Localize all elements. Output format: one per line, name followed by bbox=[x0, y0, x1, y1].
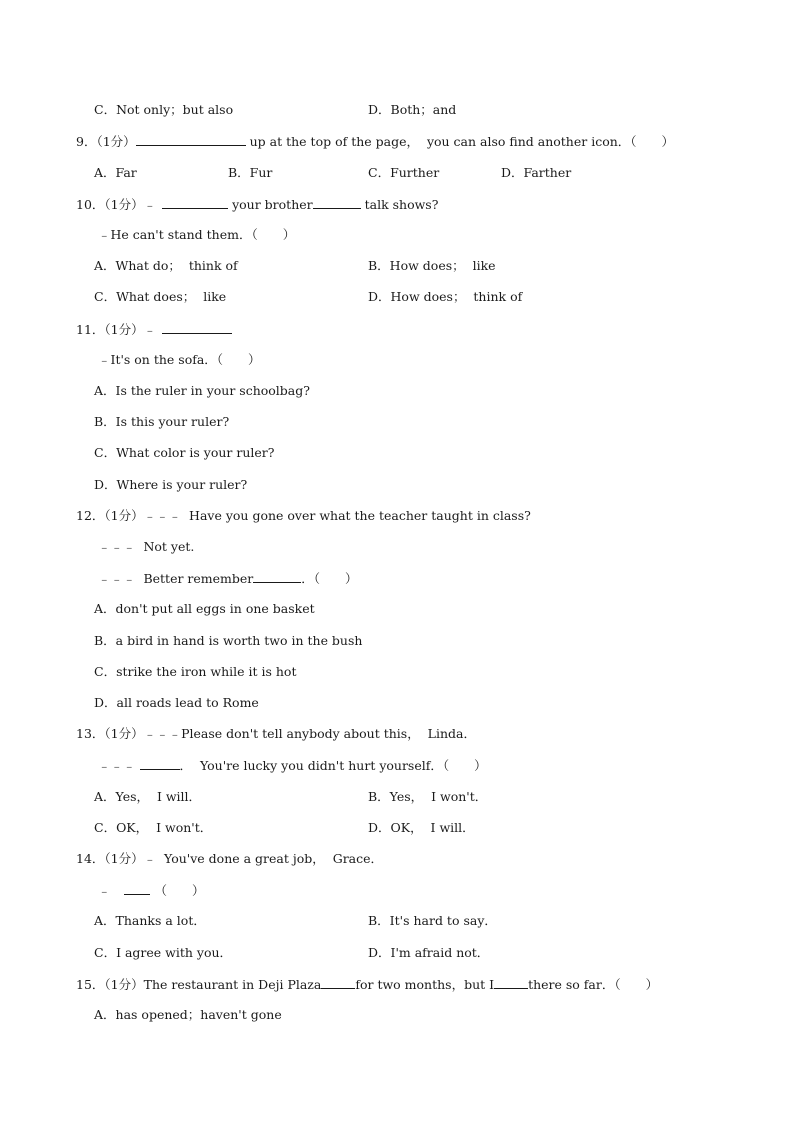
q10-option-a[interactable]: A．What do； think of bbox=[94, 258, 238, 273]
q11-stem bbox=[76, 321, 232, 338]
q15-stem bbox=[76, 976, 658, 993]
q10-option-d[interactable]: D．How does； think of bbox=[368, 289, 523, 304]
q12-option-d[interactable]: D．all roads lead to Rome bbox=[94, 695, 259, 710]
q14-line-2-dash: ﹣ bbox=[98, 883, 119, 898]
q14-option-d[interactable]: D．I'm afraid not． bbox=[368, 945, 490, 960]
q11-option-a[interactable]: A．Is the ruler in your schoolbag? bbox=[94, 383, 310, 398]
q11-option-c[interactable]: C．What color is your ruler? bbox=[94, 445, 275, 460]
q12-option-b[interactable]: B．a bird in hand is worth two in the bush bbox=[94, 633, 363, 648]
q15-option-a[interactable]: A．has opened；haven't gone bbox=[94, 1007, 282, 1022]
q15-text-b: for two months，but I bbox=[355, 977, 495, 992]
q14-line-2 bbox=[98, 882, 204, 899]
q10-blank-2 bbox=[313, 196, 361, 209]
q9-stem bbox=[76, 133, 674, 150]
q12-option-c[interactable]: C．strike the iron while it is hot bbox=[94, 664, 297, 679]
q9-option-c[interactable]: C．Further bbox=[368, 165, 440, 180]
q10-number: 10．（1分）﹣ bbox=[76, 197, 157, 212]
q13-option-b[interactable]: B．Yes， I won't． bbox=[368, 789, 488, 804]
q12-blank bbox=[253, 570, 301, 583]
q10-reply: ﹣He can't stand them．（ ） bbox=[98, 227, 296, 242]
q9-option-d[interactable]: D．Farther bbox=[501, 165, 572, 180]
q14-option-b[interactable]: B．It's hard to say． bbox=[368, 913, 497, 928]
q14-option-a[interactable]: A．Thanks a lot． bbox=[94, 913, 206, 928]
q11-option-d[interactable]: D．Where is your ruler? bbox=[94, 477, 248, 492]
q13-option-c[interactable]: C．OK， I won't． bbox=[94, 820, 213, 835]
q13-option-a[interactable]: A．Yes， I will． bbox=[94, 789, 202, 804]
q13-line-2-dashes: ﹣﹣﹣ bbox=[98, 758, 136, 773]
q12-stem: 12．（1分）﹣﹣﹣ Have you gone over what the teacher taught in class? bbox=[76, 508, 531, 523]
q12-option-a[interactable]: A．don't put all eggs in one basket bbox=[94, 601, 315, 616]
q13-line-2-text: ． You're lucky you didn't hurt yourself．（ ） bbox=[179, 758, 487, 773]
q9-number: 9．（1分） bbox=[76, 134, 136, 149]
q9-option-a[interactable]: A．Far bbox=[94, 165, 137, 180]
q8-option-c[interactable]: C．Not only；but also bbox=[94, 102, 234, 117]
q11-number: 11．（1分）﹣ bbox=[76, 322, 157, 337]
q15-blank-2 bbox=[494, 976, 528, 989]
q10-option-c[interactable]: C．What does； like bbox=[94, 289, 227, 304]
q10-stem bbox=[76, 196, 438, 213]
q11-reply: ﹣It's on the sofa．（ ） bbox=[98, 352, 261, 367]
q10-option-b[interactable]: B．How does； like bbox=[368, 258, 496, 273]
q9-option-b[interactable]: B．Fur bbox=[228, 165, 273, 180]
q9-blank bbox=[136, 133, 246, 146]
q10-text-mid: your brother bbox=[228, 197, 313, 212]
q14-blank bbox=[124, 882, 150, 895]
q8-option-d[interactable]: D．Both；and bbox=[368, 102, 457, 117]
q12-line-3-text: ﹣﹣﹣ Better remember bbox=[98, 571, 254, 586]
q13-blank bbox=[140, 757, 180, 770]
q10-blank-1 bbox=[162, 196, 228, 209]
q15-text-a: 15．（1分）The restaurant in Deji Plaza bbox=[76, 977, 322, 992]
q15-blank-1 bbox=[321, 976, 355, 989]
q13-line-2 bbox=[98, 757, 487, 774]
q13-stem: 13．（1分）﹣﹣﹣Please don't tell anybody about this， Linda． bbox=[76, 726, 476, 741]
q10-text-end: talk shows? bbox=[360, 197, 439, 212]
q11-blank bbox=[162, 321, 232, 334]
q13-option-d[interactable]: D．OK， I will． bbox=[368, 820, 475, 835]
q14-option-c[interactable]: C．I agree with you． bbox=[94, 945, 233, 960]
q11-option-b[interactable]: B．Is this your ruler? bbox=[94, 414, 230, 429]
q14-line-2-end: （ ） bbox=[154, 883, 205, 898]
q14-stem: 14．（1分）﹣ You've done a great job， Grace． bbox=[76, 851, 384, 866]
q12-line-3-end: ．（ ） bbox=[301, 571, 358, 586]
q12-line-3 bbox=[98, 570, 358, 587]
q12-line-2: ﹣﹣﹣ Not yet. bbox=[98, 539, 195, 554]
q15-text-c: there so far．（ ） bbox=[528, 977, 659, 992]
q9-text: up at the top of the page， you can also find another icon．（ ） bbox=[245, 134, 675, 149]
